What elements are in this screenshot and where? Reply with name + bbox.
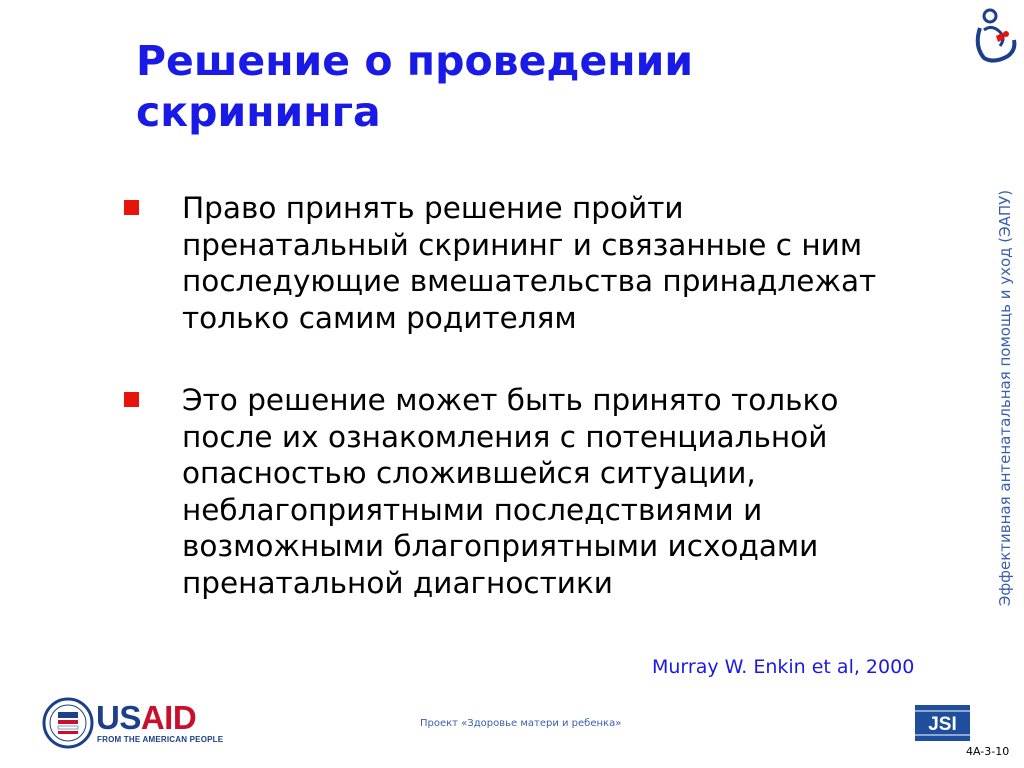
bullet-item bbox=[120, 382, 910, 601]
citation: Murray W. Enkin et al, 2000 bbox=[652, 656, 915, 678]
bullet-list bbox=[120, 190, 910, 647]
slide-number: 4A-3-10 bbox=[966, 745, 1010, 758]
bullet-text: Это решение может быть принято только после их ознакомления с потенциальной опасностью сложившейся ситуации, неблагоприятными последствиями и возможными благоприятными исходами пренатальной диагностики bbox=[182, 383, 839, 600]
bullet-text: Право принять решение пройти пренатальный скрининг и связанные с ним последующие вмешательства принадлежат только самим родителям bbox=[182, 191, 877, 335]
usaid-aid: AID bbox=[140, 699, 197, 736]
jsi-label: JSI bbox=[928, 714, 957, 735]
usaid-us: US bbox=[96, 699, 141, 736]
bullet-square-icon bbox=[124, 392, 139, 407]
slide-title: Решение о проведении скрининга bbox=[136, 37, 694, 136]
mother-child-logo-icon bbox=[970, 6, 1020, 66]
jsi-logo-icon bbox=[915, 705, 970, 741]
usaid-logo bbox=[96, 701, 196, 735]
bullet-item bbox=[120, 190, 910, 336]
bullet-square-icon bbox=[124, 200, 139, 215]
usaid-seal-icon bbox=[42, 697, 94, 749]
side-caption: Эффективная антенатальная помощь и уход (ЭАПУ) bbox=[996, 189, 1014, 607]
project-caption: Проект «Здоровье матери и ребенка» bbox=[420, 718, 622, 729]
usaid-subtitle: FROM THE AMERICAN PEOPLE bbox=[97, 735, 224, 744]
